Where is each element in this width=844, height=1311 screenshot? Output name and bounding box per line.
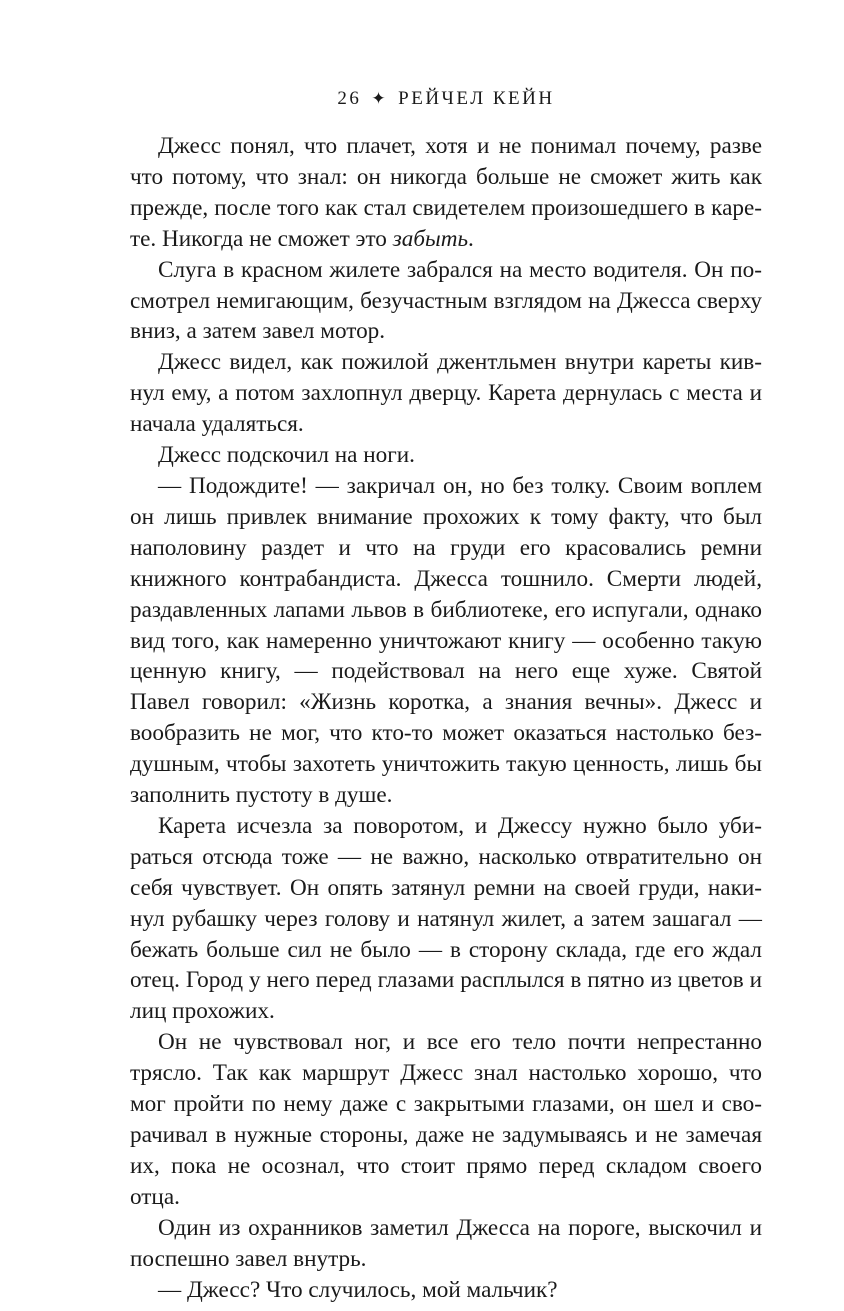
book-page: [130, 85, 762, 1305]
paragraph-2: Слуга в красном жилете забрался на место водителя. Он посмотрел немигающим, безучастным взглядом на Джесса сверху вниз, а затем завел мотор.: [130, 256, 762, 345]
emphasis-word: забыть: [392, 225, 468, 252]
paragraph-1: [130, 131, 762, 255]
paragraph-1-text: Джесс понял, что плачет, хотя и не понимал почему, разве что потому, что знал: он никогда больше не сможет жить как прежде, после того как стал свидетелем произошедшего в карете. Никогда не сможет это: [130, 133, 762, 252]
paragraph-1-tail: .: [468, 225, 474, 252]
paragraph-8: Один из охранников заметил Джесса на пороге, выскочил и поспешно завел внутрь.: [130, 1214, 762, 1272]
running-header: [130, 85, 762, 113]
paragraph-6: Карета исчезла за поворотом, и Джессу нужно было убираться отсюда тоже — не важно, насколько отвратительно он себя чувствует. Он опять затянул ремни на своей груди, накинул рубашку через голову и натянул жилет, а затем зашагал — бежать больше сил не было — в сторону склада, где его ждал отец. Город у него перед глазами расплылся в пятно из цветов и лиц прохожих.: [130, 812, 762, 1025]
paragraph-7: Он не чувствовал ног, и все его тело почти непрестанно трясло. Так как маршрут Джесс знал настолько хорошо, что мог пройти по нему даже с закрытыми глазами, он шел и сворачивал в нужные стороны, даже не задумываясь и не замечая их, пока не осознал, что стоит прямо перед складом своего отца.: [130, 1029, 762, 1210]
ornament-separator-icon: ✦: [371, 89, 389, 108]
paragraph-9: — Джесс? Что случилось, мой мальчик?: [158, 1276, 558, 1303]
paragraph-5: — Подождите! — закричал он, но без толку. Своим воплем он лишь привлек внимание прохожих к тому факту, что был наполовину раздет и что на груди его красовались ремни книжного контрабандиста. Джесса тошнило. Смерти людей, раздавленных лапами львов в библиотеке, его испугали, однако вид того, как намеренно уничтожают книгу — особенно такую ценную книгу, — подействовал на него еще хуже. Святой Павел говорил: «Жизнь коротка, а знания вечны». Джесс и вообразить не мог, что кто-то может оказаться настолько бездушным, чтобы захотеть уничтожить такую ценность, лишь бы заполнить пустоту в душе.: [130, 472, 762, 809]
author-name: РЕЙЧЕЛ КЕЙН: [398, 88, 555, 109]
body-text: [130, 131, 762, 1305]
page-number: 26: [337, 88, 362, 109]
paragraph-4: Джесс подскочил на ноги.: [158, 442, 415, 469]
paragraph-3: Джесс видел, как пожилой джентльмен внутри кареты кивнул ему, а потом захлопнул дверцу. Карета дернулась с места и начала удаляться.: [130, 349, 762, 438]
